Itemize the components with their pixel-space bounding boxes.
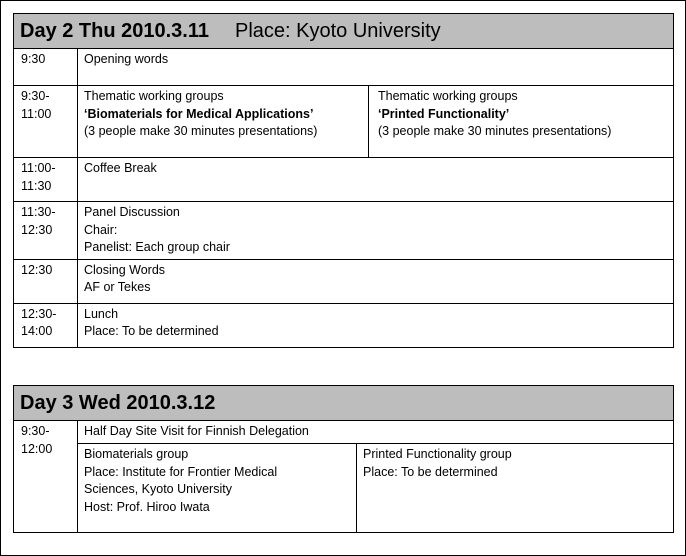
day3-title: Day 3 Wed 2010.3.12 bbox=[20, 392, 216, 414]
group-name: Biomaterials group bbox=[84, 447, 189, 461]
lunch-title: Lunch bbox=[84, 306, 119, 321]
panel-discussion bbox=[78, 202, 674, 260]
time-cell: 9:30 bbox=[14, 49, 78, 86]
day3-header-row bbox=[14, 386, 674, 421]
time-end: 11:30 bbox=[21, 178, 52, 193]
time-start: 9:30- bbox=[21, 424, 50, 438]
panel-panelist: Panelist: Each group chair bbox=[84, 240, 230, 254]
lunch-place: Place: To be determined bbox=[84, 324, 219, 338]
panel-title: Panel Discussion bbox=[84, 205, 180, 219]
day2-title: Day 2 Thu 2010.3.11 bbox=[20, 20, 210, 42]
time-cell bbox=[14, 202, 78, 260]
day3-header bbox=[14, 386, 674, 421]
day2-header-row bbox=[14, 14, 674, 49]
session-title: ‘Printed Functionality’ bbox=[378, 106, 510, 121]
day2-place: Place: Kyoto University bbox=[235, 20, 441, 42]
printed-functionality-group bbox=[357, 444, 674, 533]
session-label: Thematic working groups bbox=[84, 89, 224, 103]
day3-schedule-table bbox=[13, 385, 674, 533]
group-place: Place: To be determined bbox=[363, 464, 498, 479]
time-cell bbox=[14, 421, 78, 533]
printed-functionality-session bbox=[369, 86, 674, 158]
row-closing bbox=[14, 259, 674, 303]
time-cell: 12:30 bbox=[14, 259, 78, 303]
coffee-break: Coffee Break bbox=[78, 158, 674, 202]
time-end: 12:30 bbox=[21, 222, 53, 237]
time-start: 11:00- bbox=[21, 161, 56, 175]
session-label: Thematic working groups bbox=[378, 89, 518, 103]
row-opening bbox=[14, 49, 674, 86]
time-start: 9:30- bbox=[21, 89, 50, 103]
row-groups bbox=[14, 444, 674, 533]
row-lunch bbox=[14, 303, 674, 347]
closing-words bbox=[78, 259, 674, 303]
time-start: 12:30- bbox=[21, 306, 57, 321]
closing-host: AF or Tekes bbox=[84, 280, 151, 294]
closing-title: Closing Words bbox=[84, 262, 166, 277]
time-start: 11:30- bbox=[21, 205, 56, 219]
biomaterials-group bbox=[78, 444, 357, 533]
panel-chair: Chair: bbox=[84, 222, 118, 237]
time-end: 12:00 bbox=[21, 441, 53, 456]
time-end: 14:00 bbox=[21, 324, 53, 338]
session-note: (3 people make 30 minutes presentations) bbox=[378, 124, 612, 138]
opening-words: Opening words bbox=[78, 49, 674, 86]
day2-schedule-table bbox=[13, 13, 674, 348]
group-host: Host: Prof. Hiroo Iwata bbox=[84, 499, 210, 514]
time-cell bbox=[14, 303, 78, 347]
day2-header bbox=[14, 14, 674, 49]
group-name: Printed Functionality group bbox=[363, 447, 512, 461]
group-place-cont: Sciences, Kyoto University bbox=[84, 482, 232, 496]
row-panel bbox=[14, 202, 674, 260]
lunch bbox=[78, 303, 674, 347]
row-thematic bbox=[14, 86, 674, 158]
session-note: (3 people make 30 minutes presentations) bbox=[84, 124, 318, 138]
time-cell bbox=[14, 86, 78, 158]
time-cell bbox=[14, 158, 78, 202]
biomaterials-session bbox=[78, 86, 369, 158]
group-place: Place: Institute for Frontier Medical bbox=[84, 464, 278, 479]
site-visit: Half Day Site Visit for Finnish Delegation bbox=[78, 421, 674, 444]
row-coffee bbox=[14, 158, 674, 202]
time-end: 11:00 bbox=[21, 106, 52, 121]
row-site-visit bbox=[14, 421, 674, 444]
session-title: ‘Biomaterials for Medical Applications’ bbox=[84, 106, 314, 121]
